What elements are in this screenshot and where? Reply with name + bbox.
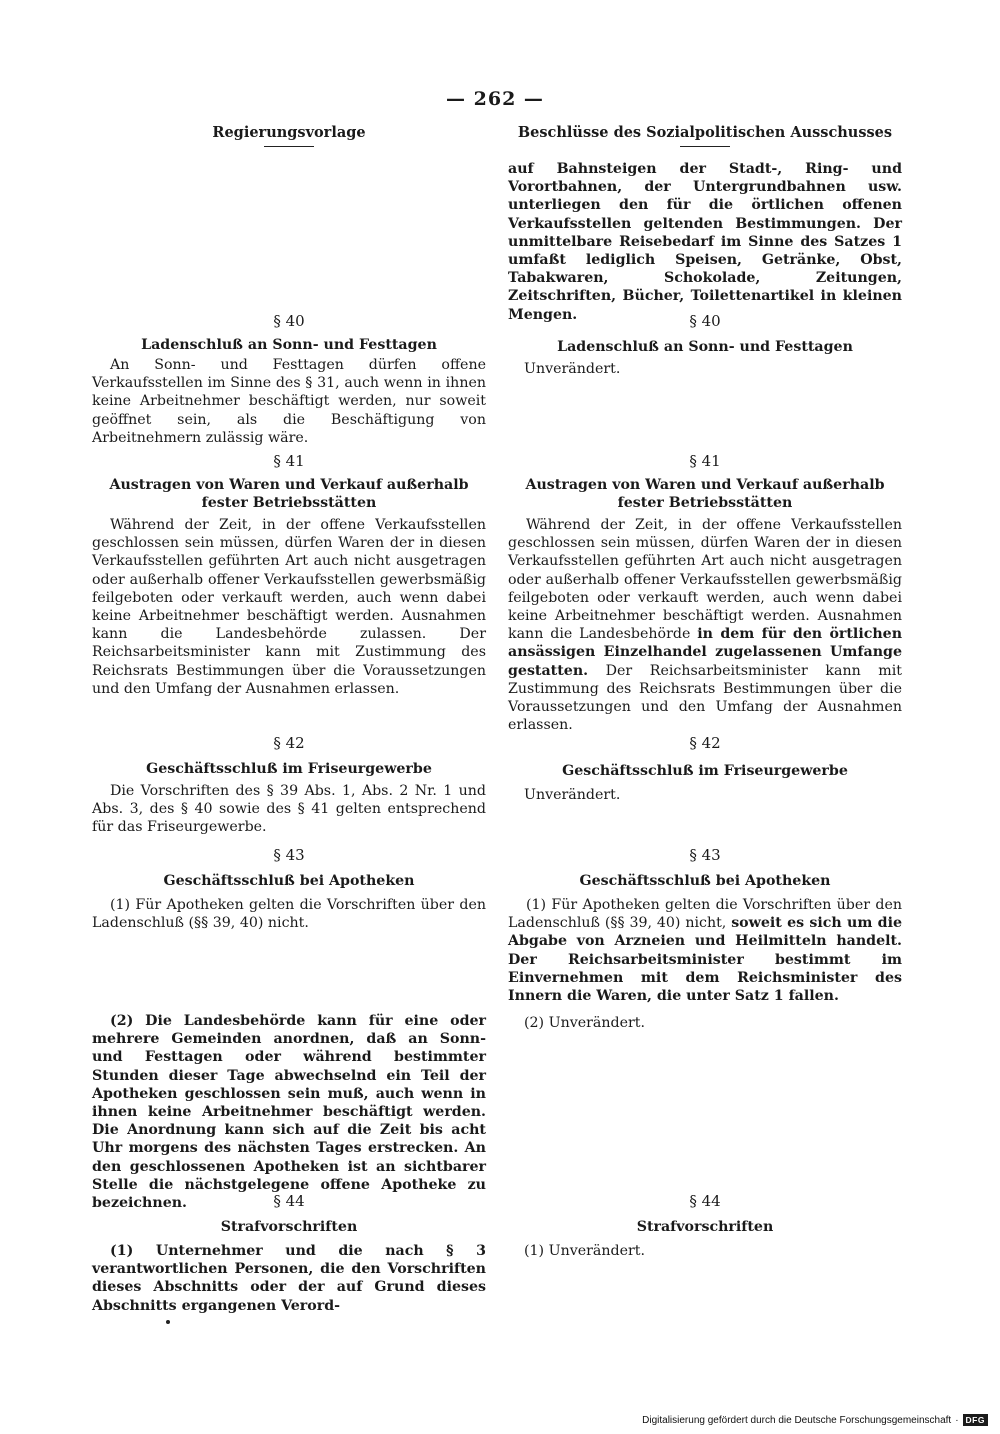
left-section-41-text: Während der Zeit, in der offene Verkaufsstellen geschlossen sein müssen, dürfen Waren der in diesen Verkaufsstellen geführten Art auch nicht ausgetragen oder außerhalb offener Verkaufsstellen gewerbsmäßig feilgeboten oder verkauft werden, auch wenn dabei keine Arbeitnehmer beschäftigt werden. Ausnahmen kann die Landesbehörde zulassen. Der Reichsarbeitsminister kann mit Zustimmung des Reichsrats Bestimmungen über die Voraussetzungen und den Umfang der Ausnahmen erlassen.: [92, 517, 486, 697]
right-section-40-number: § 40: [689, 312, 721, 330]
right-section-40-text: Unverändert.: [524, 361, 621, 377]
right-section-44-title: Strafvorschriften: [636, 1219, 774, 1235]
right-section-43-para-2: (2) Unverändert.: [524, 1015, 645, 1031]
left-section-42-title: Geschäftsschluß im Friseurgewerbe: [146, 761, 432, 777]
left-section-44-para-1: (1) Unternehmer und die nach § 3 verantwortlichen Personen, die den Vorschriften dieses Abschnitts oder der auf Grund dieses Abschnitts ergangenen Verord-: [92, 1243, 486, 1314]
left-section-41-number: § 41: [273, 452, 305, 470]
right-column-heading: Beschlüsse des Sozialpolitischen Ausschusses: [517, 124, 893, 141]
digitization-footer: Digitalisierung gefördert durch die Deutsche Forschungsgemeinschaft · DFG: [642, 1414, 988, 1426]
left-section-40-title: Ladenschluß an Sonn- und Festtagen: [141, 337, 437, 353]
right-section-41-text-c: Der Reichsarbeitsminister kann mit Zustimmung des Reichsrats Bestimmungen über die Voraussetzungen und den Umfang der Ausnahmen erlassen.: [508, 662, 902, 734]
print-speck: [166, 1320, 170, 1324]
footer-credit: Digitalisierung gefördert durch die Deutsche Forschungsgemeinschaft: [642, 1414, 952, 1426]
left-heading-rule: [264, 146, 314, 147]
left-section-41-title: Austragen von Waren und Verkauf außerhalb fester Betriebsstätten: [109, 477, 469, 512]
left-section-43-number: § 43: [273, 846, 305, 864]
right-section-41-text: [508, 516, 902, 734]
left-section-43-para-2: (2) Die Landesbehörde kann für eine oder mehrere Gemeinden anordnen, daß an Sonn- und Festtagen oder während bestimmter Stunden dieser Tage abwechselnd ein Teil der Apotheken geschlossen sein muß, auch wenn in ihnen keine Arbeitnehmer beschäftigt werden. Die Anordnung kann sich auf die Zeit bis acht Uhr morgens des nächsten Tages erstrecken. An den geschlossenen Apotheken ist an sichtbarer Stelle die nächstgelegene offene Apotheke zu bezeichnen.: [92, 1013, 486, 1212]
page-number: — 262 —: [446, 88, 544, 110]
right-section-44-para-1: (1) Unverändert.: [524, 1243, 645, 1259]
left-section-43-title: Geschäftsschluß bei Apotheken: [163, 873, 415, 889]
right-section-42-title: Geschäftsschluß im Friseurgewerbe: [562, 763, 848, 779]
right-section-40-title: Ladenschluß an Sonn- und Festtagen: [557, 339, 853, 355]
left-section-40-number: § 40: [273, 312, 305, 330]
right-section-43-number: § 43: [689, 846, 721, 864]
left-section-42-text: Die Vorschriften des § 39 Abs. 1, Abs. 2 Nr. 1 und Abs. 3, des § 40 sowie des § 41 gelten entsprechend für das Friseurgewerbe.: [92, 783, 486, 836]
right-heading-rule: [680, 146, 730, 147]
right-column: [508, 118, 903, 1259]
right-section-42-number: § 42: [689, 734, 721, 752]
right-intro-text: auf Bahnsteigen der Stadt-, Ring- und Vorortbahnen, der Untergrundbahnen usw. unterliegen den für die örtlichen offenen Verkaufsstellen geltenden Bestimmungen. Der unmittelbare Reisebedarf im Sinne des Satzes 1 umfaßt lediglich Speisen, Getränke, Obst, Tabakwaren, Schokolade, Zeitungen, Zeitschriften, Bücher, Toilettenartikel in kleinen Mengen.: [508, 161, 902, 323]
right-section-41-title: Austragen von Waren und Verkauf außerhalb fester Betriebsstätten: [525, 477, 885, 512]
right-section-44-number: § 44: [689, 1192, 721, 1210]
right-section-41-text-amendment: in dem für den örtlichen ansässigen Einzelhandel zugelassenen Umfange gestatten.: [508, 626, 903, 679]
left-column-heading: Regierungsvorlage: [212, 124, 366, 141]
left-section-44-number: § 44: [273, 1192, 305, 1210]
right-section-41-number: § 41: [689, 452, 721, 470]
left-section-40-text: An Sonn- und Festtagen dürfen offene Verkaufsstellen im Sinne des § 31, auch wenn in ihnen keine Arbeitnehmer beschäftigt werden, nur soweit geöffnet sein, als die Beschäftigung von Arbeitnehmern zulässig wäre.: [92, 357, 486, 446]
right-section-41-text-a: Während der Zeit, in der offene Verkaufsstellen geschlossen sein müssen, dürfen Waren der in diesen Verkaufsstellen geführten Art auch nicht ausgetragen oder außerhalb offener Verkaufsstellen gewerbsmäßig feilgeboten oder verkauft werden, auch wenn dabei keine Arbeitnehmer beschäftigt werden. Ausnahmen kann die Landesbehörde: [508, 517, 902, 643]
dfg-logo: DFG: [963, 1414, 988, 1426]
right-section-43-title: Geschäftsschluß bei Apotheken: [579, 873, 831, 889]
right-section-43-para-1-amendment: soweit es sich um die Abgabe von Arzneien und Heilmitteln handelt. Der Reichsarbeitsminister bestimmt im Einvernehmen mit dem Reichsminister des Innern die Waren, die unter Satz 1 fallen.: [508, 915, 902, 1005]
right-section-43-para-1-a: (1) Für Apotheken gelten die Vorschriften über den Ladenschluß (§§ 39, 40) nicht,: [508, 897, 902, 932]
right-section-43-para-1: [508, 896, 902, 1005]
left-section-42-number: § 42: [273, 734, 305, 752]
right-section-42-text: Unverändert.: [524, 787, 621, 803]
left-section-44-title: Strafvorschriften: [220, 1219, 358, 1235]
left-column: [92, 118, 486, 1314]
left-section-43-para-1: (1) Für Apotheken gelten die Vorschriften über den Ladenschluß (§§ 39, 40) nicht.: [92, 897, 486, 932]
